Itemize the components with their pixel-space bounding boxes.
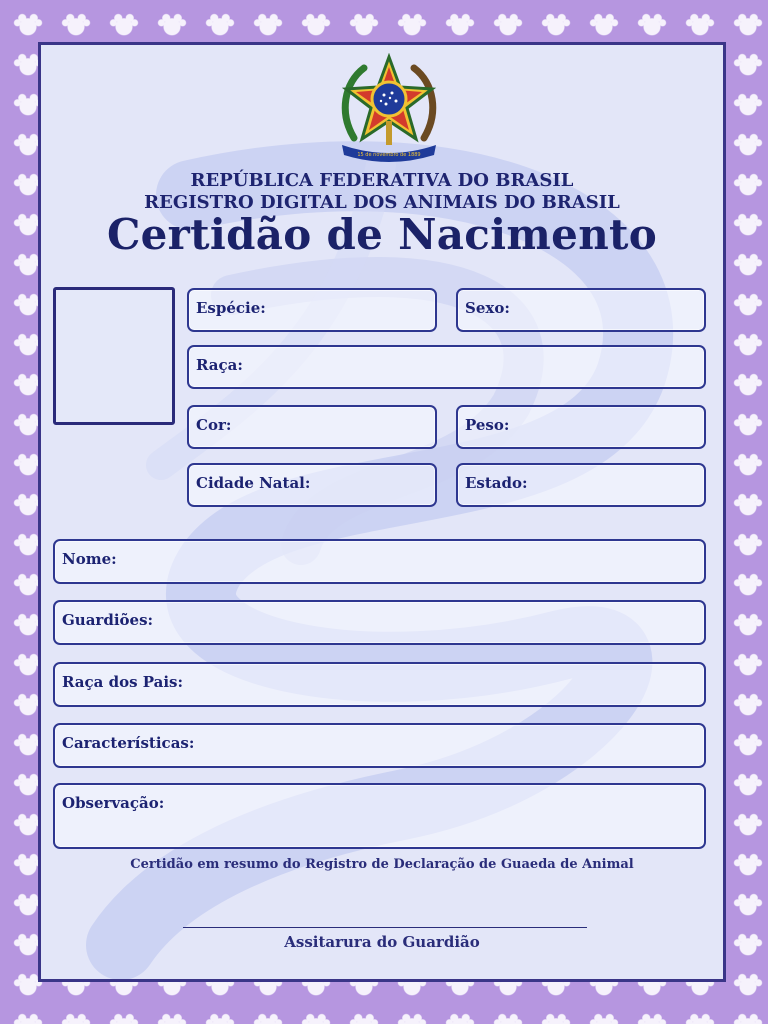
emblem-ribbon-text: 15 de novembro de 1889 — [357, 152, 421, 158]
peso-label: Peso: — [465, 416, 510, 434]
photo-box[interactable] — [53, 287, 175, 425]
signature-label: Assitarura do Guardião — [284, 933, 480, 951]
brazil-coat-of-arms-icon — [334, 53, 444, 165]
estado-label: Estado: — [465, 474, 528, 492]
cidade-natal-field[interactable] — [187, 463, 437, 507]
especie-label: Espécie: — [196, 299, 266, 317]
certificate-sheet — [38, 42, 726, 982]
cor-field[interactable] — [187, 405, 437, 449]
estado-field[interactable] — [456, 463, 706, 507]
nome-field[interactable] — [53, 539, 706, 584]
sexo-field[interactable] — [456, 288, 706, 332]
cidade-natal-label: Cidade Natal: — [196, 474, 311, 492]
especie-field[interactable] — [187, 288, 437, 332]
signature-line[interactable] — [183, 927, 587, 928]
cor-label: Cor: — [196, 416, 232, 434]
raca-label: Raça: — [196, 356, 243, 374]
raca-field[interactable] — [187, 345, 706, 389]
sexo-label: Sexo: — [465, 299, 510, 317]
registry-heading: REGISTRO DIGITAL DOS ANIMAIS DO BRASIL — [144, 192, 620, 213]
peso-field[interactable] — [456, 405, 706, 449]
raca-dos-pais-field[interactable] — [53, 662, 706, 707]
republic-heading: REPÚBLICA FEDERATIVA DO BRASIL — [190, 170, 574, 191]
caracteristicas-label: Características: — [62, 734, 195, 752]
page-title: Certidão de Nacimento — [106, 210, 658, 259]
nome-label: Nome: — [62, 550, 117, 568]
certificate-footnote: Certidão em resumo do Registro de Declaração de Guaeda de Animal — [130, 857, 634, 872]
observacao-field[interactable] — [53, 783, 706, 849]
raca-dos-pais-label: Raça dos Pais: — [62, 673, 184, 691]
guardioes-field[interactable] — [53, 600, 706, 645]
guardioes-label: Guardiões: — [62, 611, 154, 629]
observacao-label: Observação: — [62, 794, 165, 812]
caracteristicas-field[interactable] — [53, 723, 706, 768]
